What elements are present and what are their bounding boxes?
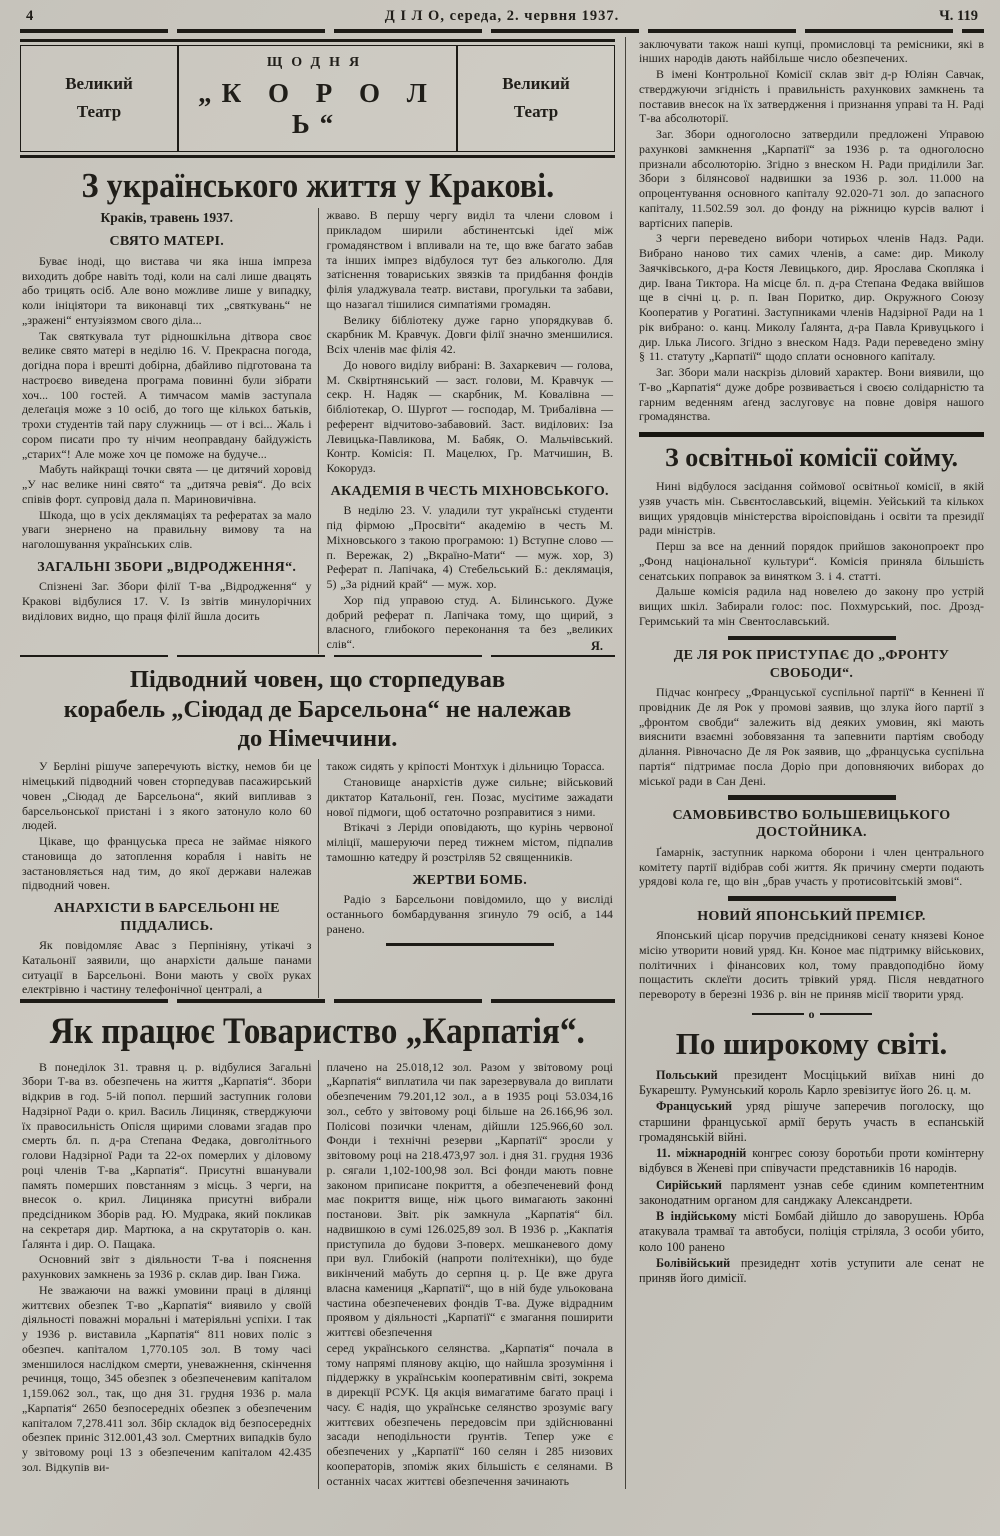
world-news-item: В індійському місті Бомбай дійшло до заворушень. Юрба атакувала трамваї та автобуси, поліція стріляла, 3 особи убито, коло 100 ранено xyxy=(639,1209,985,1254)
paragraph: Становище анархістів дуже сильне; військовий диктатор Катальонії, ген. Позас, мусітиме зажадати нової підмоги, щоб остаточно розправитися з ними. xyxy=(326,775,613,819)
article-krakiv-col-left xyxy=(20,208,318,654)
article-submarine-headline: Підводний човен, що сторпедував корабель „Сіюдад де Барсельона“ не належав до Німеччини. xyxy=(63,666,572,753)
paragraph: Японський цісар поручив предсідникові сенату князеві Коное місію утворити новий уряд. Кн. Коное має підтримку військових, політичних і фінансових кол, тому правдоподібно йому пощастить склеїти досить трівкий уряд. Після невдатного перевороту в березні 1936 р. він не приняв місії творити уряд. xyxy=(639,928,984,1001)
paragraph: Радіо з Барсельони повідомило, що у висліді останнього бомбардування згинуло 79 осіб, а 144 ранено. xyxy=(326,892,613,936)
section-divider xyxy=(20,655,615,658)
page-content xyxy=(20,37,984,1490)
paragraph: Хор під управою студ. А. Білинського. Дуже добрий реферат п. Лапічака тому, що щирий, з власного, глибокого переконання та без „великих слів“. xyxy=(326,592,613,651)
article-submarine-col-left xyxy=(20,759,318,998)
paragraph: Цікаве, що француська преса не займає ніякого становища до затоплення корабля і навіть не застановляється над тим, до якої держави належав підводний човен. xyxy=(22,834,312,893)
paragraph: заключувати також наші купці, промисловці та ремісники, які в інших народів дають найбільше число обезпечених. xyxy=(639,36,984,66)
world-news-item: Болівійський президеднт хотів уступити але сенат не приняв його димісії. xyxy=(639,1255,985,1285)
heavy-divider xyxy=(639,432,984,437)
paragraph: Як повідомляє Авас з Перпініяну, утікачі з Катальонії заявили, що анархісти дальше панами ситуації в Барсельоні. Вони мають у своїх руках електрівню і частину телефонічної централі, а xyxy=(22,938,312,997)
ornament-divider xyxy=(639,1008,984,1020)
short-divider xyxy=(386,943,554,946)
paragraph: Не зважаючи на важкі умовини праці в ділянці життєвих обезпек Т-во „Карпатія“ виявило у своїй діяльності поважні моральні і матеріяльні успіхи. І так у 1936 р. виставила „Карпатія“ 811 нових поліс з обезпеч. капіталом 1,770.105 зол. В тому часі зменшилося наслідком смерти, уневажнення, скінчення речинця, тощо, 345 обезпек з обезпеченевим капіталом 1,159.062 зол., так, що дня 31. грудня 1936 р. мала „Карпатія“ 2650 безпосередніх обезпек з обезпеченим капіталом 7,278.411 зол. Збір складок від безпосередніх обезпек приніс 312.001,43 зол. Смертних випадків було у звітовому році 13 з обезпеченим капіталом 42.435 зол. Відкупів ви- xyxy=(22,1282,312,1474)
paragraph: Підчас конґресу „Француської суспільної партії“ в Кеннені її провідник Де ля Рок у промові заявив, що злука його партії з „фронтом свобди“ залежить від деяких умовин, які мають вияснити взаємні зобовязання та запевнити партіям свободу ділання. Рівночасно Де ля Рок заявив, що „француська суспільна партія“ підтримає посла Доріо при доповняючих виборах до міської ради в Сан Дені. xyxy=(639,685,984,788)
world-news-item: 11. міжнародній конгрес союзу боротьби проти комінтерну відбувся в Женеві при співучасти представників 16 народів. xyxy=(639,1146,984,1176)
paragraph: В неділю 23. V. уладили тут українські студенти під фірмою „Просвіти“ академію в честь М. Міхновського з такою програмою: 1) Вступне слово — п. Вережак, 2) „Вкраїно-Мати“ — муж. хор, 3) Реферат п. Лапічака, 4) Стебельський Б.: деклямація, 5) „За рідний край“ — муж. хор. xyxy=(326,503,613,591)
subhead-svyato-materi: СВЯТО МАТЕРІ. xyxy=(109,234,225,250)
paragraph: Спізнені Заг. Збори філії Т-ва „Відродження“ у Кракові відбулися 17. V. Із звітів минулорічних виділових видно, що праця філії йшла досить xyxy=(22,579,312,623)
issue-number: Ч. 119 xyxy=(939,8,978,24)
article-karpatia-headline: Як працює Товариство „Карпатія“. xyxy=(49,1010,586,1052)
theater-ad-center-cell xyxy=(177,46,458,151)
paragraph: Основний звіт з діяльности Т-ва і пояснення рахункових замкнень за 1936 р. склав дир. Іван Гижа. xyxy=(22,1252,312,1282)
article-submarine-col-right xyxy=(318,759,616,998)
subhead-anarkhisty: АНАРХІСТИ В БАРСЕЛЬОНІ НЕ ПІДДАЛИСЬ. xyxy=(53,901,280,934)
ornament-circle: o xyxy=(808,1006,815,1021)
paragraph: плачено на 25.018,12 зол. Разом у звітовому році „Карпатія“ виплатила чи пак зарезервувала до виплати обезпеченим 79.201,12 зол., а в 1935 році 53.034,16 зол., себто у звітовому році більше на 26.166,96 зол. Полісові позички членам, дійшли 125.966,60 зол. Фонди і технічні резерви „Карпатії“ зросли у звітовому році на 218.473,97 зол. і дня 31. грудня 1936 р. сягали 1,102-100,98 зол. Всі фонди мають повне законом приписане покриття, а обезпеченевий фонд має покриття вище, ніж цього вимагають законні постанови. Звіт. рік замкнула „Карпатія“ біл. надвишкою в сумі 126.025,89 зол. В 1936 р. „Какпатія приступила до будови 3-поверх. мешканевого дому при вул. Глибокій (напроти політехніки), що буде викінчений мабуть до серпня ц. р. Це вже друга власна камениця „Карпатії“, що в ній буде ульокована частина обезпеченевих фондів Т-ва. Дуже відрадним проявом у діяльності „Карпатії“ є змагання поширити життєві обезпечення xyxy=(326,1059,613,1340)
paragraph: Перш за все на денний порядок прийшов законопроект про „Фонд національної культури“. Комісія приняла більшість сенатських поправок за винятком 3. і 4. статті. xyxy=(639,539,984,583)
paragraph: Заг. Збори одноголосно затвердили предложені Управою рахункові замкнення „Карпатії“ за 1936 р. та одноголосно признали абсолюторію. Згідно з внеском Н. Ради приділили Заг. Збори з білянсової надвишки за 1936 р. зол. 11.000 на опроцентування основного капіталу 92.020-71 зол. до запасного капіталу, 11.502.59 зол. до фонду на ріжницю курсів валют і вартісних паперів. xyxy=(639,127,984,230)
article-karpatia-col-right xyxy=(318,1060,616,1490)
theater-ad-left-cell xyxy=(21,46,177,151)
paragraph: У Берліні рішуче заперечують вістку, немов би це німецький підводний човен сторпедував пасажирський човен „Сіюдад де Барсельона“, який випливав з барсельонської пристані і з якого затонуло коло 60 людей. xyxy=(22,759,312,833)
paragraph: Шкода, що в усіх деклямаціях та рефератах за мало уваги знернено на правильну вимову та на наголошування українських слів. xyxy=(22,507,312,551)
delarok-subhead: ДЕ ЛЯ РОК ПРИСТУПАЄ ДО „ФРОНТУ СВОБОДИ“. xyxy=(673,648,950,681)
masthead-dateline: Д І Л О, середа, 2. червня 1937. xyxy=(384,8,620,24)
page-number: 4 xyxy=(26,8,34,24)
theater-ad-frame xyxy=(20,39,615,158)
japan-subhead: НОВИЙ ЯПОНСЬКИЙ ПРЕМІЄР. xyxy=(697,908,926,924)
paragraph: жваво. В першу чергу виділ та члени словом і прикладом ширили абстинентські ідеї між громадянством і впливали на те, що вже багато забав та інших імпрез відбулося тут без алькоголю. Для затіснення товариських звязків та придбання фондів філія уладжувала театр. вистави, прогульки та забави, що назагал тішилися симпатіями громадян. xyxy=(326,208,613,311)
theater-ad-schedule: ЩОДНЯ xyxy=(266,54,369,70)
subhead-zhertvy-bomb: ЖЕРТВИ БОМБ. xyxy=(412,872,528,888)
suicide-subhead: САМОВБИВСТВО БОЛЬШЕВИЦЬКОГО ДОСТОЙНИКА. xyxy=(672,807,951,841)
dateline: Краків, травень 1937. xyxy=(100,210,234,226)
world-news-item: Сирійський парлямент узнав себе єдиним компетентним законодатним органом для санджаку Александрети. xyxy=(639,1177,984,1207)
paragraph: Втікачі з Леріди оповідають, що курінь червоної міліції, машеруючи перед тижнем містом, підпалив тамошню катедру й розстріляв 52 священників. xyxy=(326,820,613,864)
paragraph: Мабуть найкращі точки свята — це дитячий хоровід „У нас велике нині свято“ та „дитяча ревія“. До всіх співів форт. супровід дала п. Мариновичівна. xyxy=(22,462,312,506)
paragraph: В понеділок 31. травня ц. р. відбулися Загальні Збори Т-ва вз. обезпечень на життя „Карпатія“. Збори відкрив в год. 5-ій попол. перший заступник голови Надзірної Ради о. крил. Василь Лициняк, стверджуючи їх правосильність Опісля щирими словами згадав про смерть бл. п. д-ра Степана Федака, довголітнього голови Надзірної Ради та 22-ох померлих у діловому році членів Т-ва „Карпатія“. Присутні вшанували память померших повстанням з місць. З черги, на внесок о. крил. Лициняка присутні вибрали предсідником Зборів рад. Ю. Мудрака, який покликав на секретаря дир. Мартюка, а на скрутаторів о. кан. Ґалянта і дир. О. Пащака. xyxy=(22,1059,312,1251)
paragraph: Буває іноді, що вистава чи яка інша імпреза виходить добре навіть тоді, коли на салі лише двацять або трицять осіб. Але воно можливе лише у випадку, коли ініціятори та виконавці тих „святкувань“ не „зражені“ ентузіязмом свого діла... xyxy=(22,253,312,327)
paragraph: Велику бібліотеку дуже гарно упорядкував б. скарбник М. Кравчук. Довги філії значно зменшилися. Всіх членів має філія 42. xyxy=(326,312,613,356)
theater-ad-right-cell xyxy=(458,46,614,151)
paragraph: З черги переведено вибори чотирьох членів Надз. Ради. Вибрано наново тих самих членів, а саме: дир. Миколу Заячківського, д-ра Костя Левицького, дир. Ярослава Скопляка і дир. Івана Тиктора. На місце бл. п. д-ра Степана Федака ввійшов ще в січні ц. р. п. Іван Поритко, дир. Окружного Союзу Кооператив у Рогатині. Заступниками членів Надзірної Ради на 1 рік вибрано: о. канц. Миколу Ґалянта, д-ра Павла Кривуцького і дир. Ілька Лисого. Згідно з внеском Надз. Ради переведено зміну § 11. статуту „Карпатії“ щодо сплати основного капіталу. xyxy=(639,231,984,364)
paragraph: серед українського селянства. „Карпатія“ почала в тому напрямі плянову акцію, що найшла зрозуміння і піддержку в українськім кооперативнім світі, зокрема в дирекції РСУК. Ця акція вимагатиме багато праці і часу. Є надія, що українське селянство зрозуміє вагу життєвих обезпечень передовсім при здійснюванні засади неподільности ґрунтів. Тепер уже є обезпечених у „Карпатії“ 160 селян і 285 низових кооператорів, зпоміж яких більшість є селянами. В останніх часах життєві обезпечення зачинають xyxy=(326,1340,613,1488)
theater-name-right-1: Великий xyxy=(502,74,570,93)
article-submarine-columns xyxy=(20,759,615,998)
theater-ad xyxy=(20,45,615,152)
page-header xyxy=(20,6,984,28)
theater-name-left-2: Театр xyxy=(76,102,122,121)
sidebar-column xyxy=(626,37,984,1490)
short-divider xyxy=(728,795,896,800)
author-signature: Я. xyxy=(590,638,603,653)
subhead-zahalni-zbory: ЗАГАЛЬНІ ЗБОРИ „ВІДРОДЖЕННЯ“. xyxy=(37,559,297,575)
paragraph: Заг. Збори мали наскрізь діловий характер. Вони виявили, що Т-во „Карпатія“ дуже добре розвивається і своєю солідарністю та гарним веденням аґенд заслуговує на повне довіря нашого громадянства. xyxy=(639,365,984,424)
world-news-item: Польський президент Мосціцький виїхав нині до Букарешту. Румунський король Карло зревізитує його 26. ц. м. xyxy=(639,1067,984,1097)
paragraph: Дальше комісія радила над новелею до закону про устрій вищих шкіл. Забирали голос: пос. Похмурський, пос. Дрозд-Геримський та мін Свентославський. xyxy=(639,584,984,628)
subhead-akademiya: АКАДЕМІЯ В ЧЕСТЬ МІХНОВСЬКОГО. xyxy=(330,483,609,499)
theater-ad-title: „К О Р О Л Ь“ xyxy=(198,77,437,139)
paragraph: Ґамарнік, заступник наркома оборони і член центрального комітету партії відібрав собі життя. Як причину смерти подають урядові кола ге, що він „брав участь у протисовітській змові“. xyxy=(639,844,984,889)
paragraph: До нового виділу вибрані: В. Захаркевич — голова, М. Сквіртнянський — заст. голови, М. Кравчук — секр. Н. Надяк — скарбник, М. Ковалівна — бібліотекар, О. Шургот — господар, М. Трибалівна — референт відчитово-забавовий. Заст. виділових: Іза Левицька-Павликова, М. Бабяк, О. Мальчівський. Контр. Комісія: П. Мацелюх, Гр. Матчишин, В. Кокорудз. xyxy=(326,357,613,475)
main-zone xyxy=(20,37,626,1490)
section-divider xyxy=(20,999,615,1003)
article-krakiv-col-right xyxy=(318,208,616,654)
ornament-line xyxy=(752,1013,804,1016)
article-karpatia-columns xyxy=(20,1060,615,1490)
paragraph: Нині відбулося засідання соймової освітньої комісії, в якій узяв участь мін. Сьвєнтославський, віцемін. Уейський та кількох вищих урядовців міністерства віроісповідань і освіти та президії ради міністрів. xyxy=(639,479,984,538)
world-news-item: Француський уряд рішуче заперечив поголоску, що старшини француської армії беруть участь в еспанській громадянській війні. xyxy=(639,1099,984,1144)
ornament-line xyxy=(820,1013,872,1016)
theater-name-left-1: Великий xyxy=(65,74,133,93)
article-krakiv-columns xyxy=(20,208,615,654)
header-rule xyxy=(20,29,984,33)
paragraph: В імені Контрольної Комісії склав звіт д-р Юліян Савчак, стверджуючи згідність і правильність рахункових замкнень та поставив внесок на їх затвердження і признання управі та Н. Раді Т-ва абсолюторії. xyxy=(639,67,984,126)
article-karpatia-col-left xyxy=(20,1060,318,1490)
short-divider xyxy=(728,636,896,641)
paragraph: також сидять у кріпості Монтхук і дільницю Торасса. xyxy=(326,759,605,774)
short-divider xyxy=(728,896,896,901)
article-krakiv-headline: З українського життя у Кракові. xyxy=(81,165,554,205)
theater-name-right-2: Театр xyxy=(513,102,559,121)
world-news-headline: По широкому світі. xyxy=(675,1025,948,1061)
sojm-headline: З освітньої комісії сойму. xyxy=(665,443,958,472)
paragraph: Так святкувала тут рідношкільна дітвора своє велике свято матері в неділю 16. V. Прекрасна погода, догідна пора і врешті добірна, дбайливо підготована та настроєво виведена програма повинні були зібрати хоч... 100 гостей. А тимчасом мамів заступала делеґація може з 10 осіб, до того ще кількох батьків, трохи студентів тай пару служниць — от і всі... Жаль і сором писати про ту нічим неоправдану байдужість „старих“! Але може хоч це поможе на будуче... xyxy=(22,328,312,461)
